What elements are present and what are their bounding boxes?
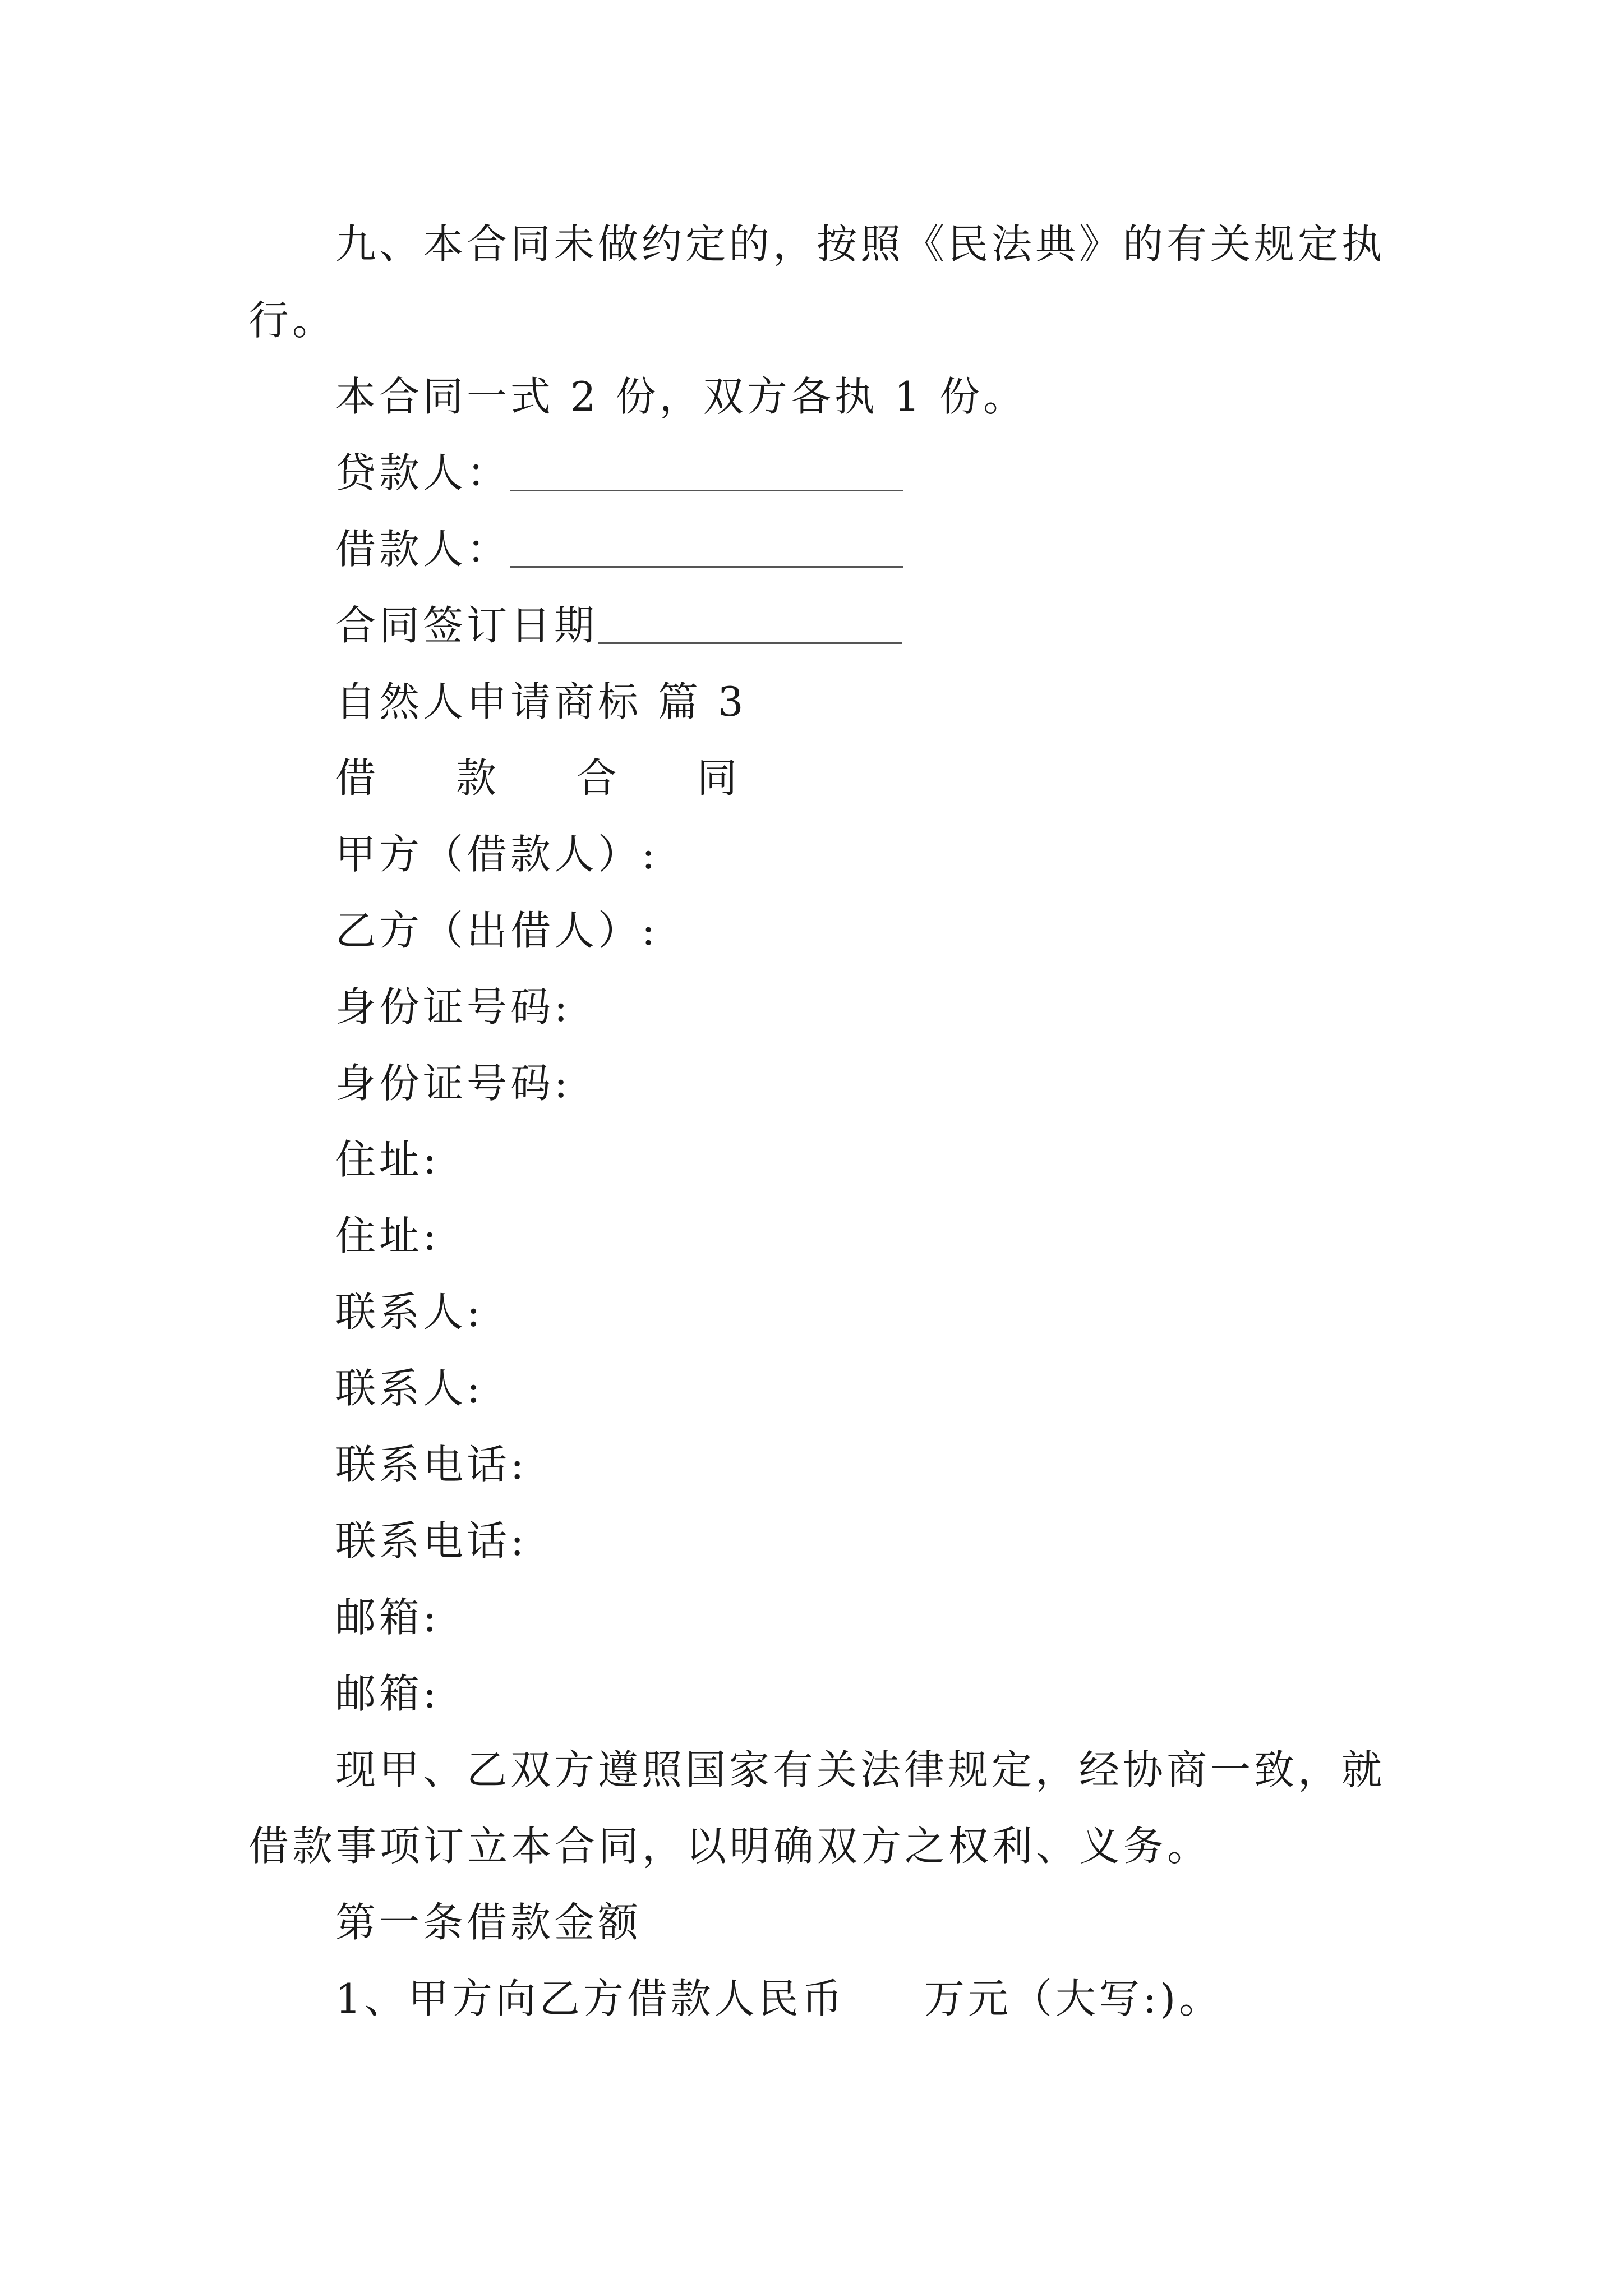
clause-nine-line-2: 行。 xyxy=(248,297,336,344)
contract-title: 借 款 合 同 xyxy=(335,754,771,802)
borrower-signature-line xyxy=(335,524,903,574)
contact-person-a: 联系人: xyxy=(335,1289,484,1336)
sign-date-blank[interactable] xyxy=(598,609,902,644)
clause-nine-line-1: 九、本合同未做约定的，按照《民法典》的有关规定执 xyxy=(335,220,1386,268)
borrower-label: 借款人： xyxy=(335,526,511,573)
article-one-item-1 xyxy=(335,1973,1223,2024)
article-one-heading: 第一条借款金额 xyxy=(335,1899,642,1946)
id-number-b: 身份证号码: xyxy=(335,1060,571,1107)
sign-date-label: 合同签订日期 xyxy=(335,602,598,649)
party-b-label: 乙方（出借人）: xyxy=(335,907,659,954)
intro-paragraph-line-1: 现甲、乙双方遵照国家有关法律规定，经协商一致，就 xyxy=(335,1746,1386,1793)
party-a-label: 甲方（借款人）: xyxy=(335,831,659,878)
lender-label: 贷款人： xyxy=(335,449,511,496)
lender-blank[interactable] xyxy=(510,456,903,491)
loan-amount-prefix: 1、甲方向乙方借款人民币 xyxy=(335,1975,846,2022)
borrower-blank[interactable] xyxy=(510,532,903,568)
email-b: 邮箱: xyxy=(335,1670,440,1717)
phone-a: 联系电话: xyxy=(335,1441,528,1488)
phone-b: 联系电话: xyxy=(335,1517,528,1565)
intro-paragraph-line-2: 借款事项订立本合同，以明确双方之权利、义务。 xyxy=(248,1823,1211,1870)
address-b: 住址: xyxy=(335,1212,440,1259)
loan-amount-suffix: 万元（大写:)。 xyxy=(924,1975,1223,2022)
copies-statement: 本合同一式 2 份，双方各执 1 份。 xyxy=(335,373,1027,420)
sign-date-line xyxy=(335,600,902,651)
address-a: 住址: xyxy=(335,1136,440,1183)
email-a: 邮箱: xyxy=(335,1594,440,1641)
section-heading: 自然人申请商标 篇 3 xyxy=(335,678,747,725)
lender-signature-line xyxy=(335,448,903,498)
id-number-a: 身份证号码: xyxy=(335,983,571,1030)
contact-person-b: 联系人: xyxy=(335,1365,484,1412)
